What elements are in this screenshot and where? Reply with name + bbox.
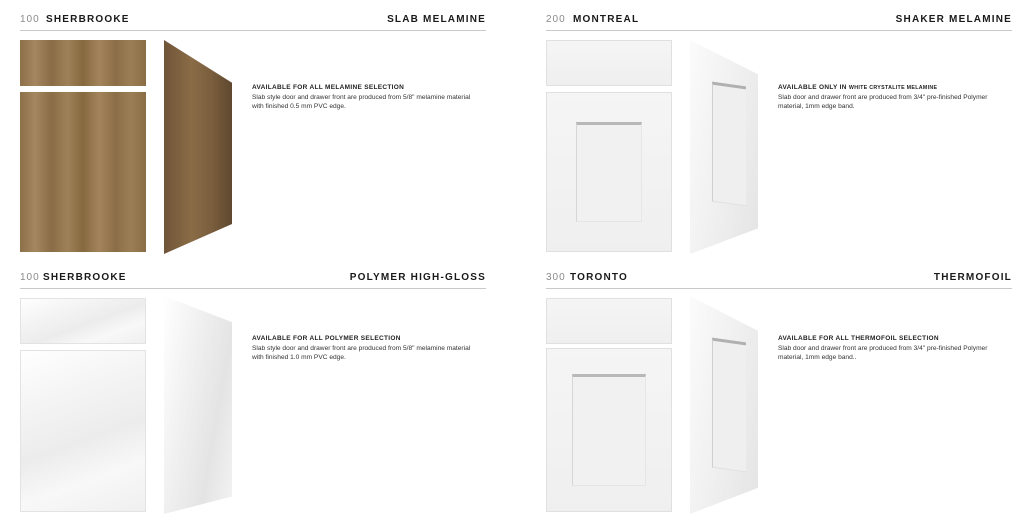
section-header: [546, 268, 1012, 289]
door-front-image: [546, 92, 672, 252]
section-header: [546, 10, 1012, 31]
product-name: TORONTO: [570, 272, 629, 283]
product-description: [252, 335, 472, 362]
product-description: [778, 84, 998, 111]
door-front-image: [546, 348, 672, 512]
description-text: Slab style door and drawer front are produced from 5/8" melamine material with finished 0.5 mm PVC edge.: [252, 94, 471, 110]
door-front-image: [20, 92, 146, 252]
availability-note: AVAILABLE FOR ALL THERMOFOIL SELECTION: [778, 335, 939, 342]
product-finish: SLAB MELAMINE: [387, 14, 486, 25]
product-code: 200: [546, 14, 566, 25]
section-header: [20, 10, 486, 31]
description-text: Slab door and drawer front are produced from 3/4" pre-finished Polymer material, 1mm edge band.: [778, 94, 988, 110]
product-name: SHERBROOKE: [43, 272, 127, 283]
description-text: Slab style door and drawer front are produced from 5/8" melamine material with finished 1.0 mm PVC edge.: [252, 345, 471, 361]
product-section-sherbrooke-slab: [20, 10, 486, 260]
door-side-panel: [712, 338, 746, 473]
product-name: SHERBROOKE: [46, 14, 130, 25]
door-recessed-panel: [572, 374, 646, 486]
product-code: 300: [546, 272, 566, 283]
door-recessed-panel: [576, 122, 642, 222]
product-section-montreal-shaker: [546, 10, 1012, 260]
door-front-image: [20, 350, 146, 512]
drawer-front-image: [546, 40, 672, 86]
product-code: 100: [20, 272, 40, 283]
availability-note: AVAILABLE FOR ALL POLYMER SELECTION: [252, 335, 401, 342]
drawer-front-image: [546, 298, 672, 344]
product-finish: SHAKER MELAMINE: [895, 14, 1012, 25]
product-finish: THERMOFOIL: [933, 272, 1012, 283]
door-side-image: [690, 296, 758, 514]
section-header: [20, 268, 486, 289]
availability-note: AVAILABLE ONLY IN WHITE CRYSTALITE MELAMINE: [778, 84, 938, 91]
product-section-toronto-thermofoil: [546, 268, 1012, 518]
product-section-sherbrooke-gloss: [20, 268, 486, 518]
drawer-front-image: [20, 40, 146, 86]
door-side-image: [690, 40, 758, 254]
product-finish: POLYMER HIGH-GLOSS: [349, 272, 486, 283]
product-description: [778, 335, 998, 362]
drawer-front-image: [20, 298, 146, 344]
description-text: Slab door and drawer front are produced from 3/4" pre-finished Polymer material, 1mm edge band..: [778, 345, 988, 361]
door-side-image: [164, 40, 232, 254]
product-name: MONTREAL: [573, 14, 640, 25]
door-side-image: [164, 296, 232, 514]
product-description: [252, 84, 472, 111]
product-code: 100: [20, 14, 40, 25]
door-side-panel: [712, 82, 746, 207]
availability-note: AVAILABLE FOR ALL MELAMINE SELECTION: [252, 84, 405, 91]
